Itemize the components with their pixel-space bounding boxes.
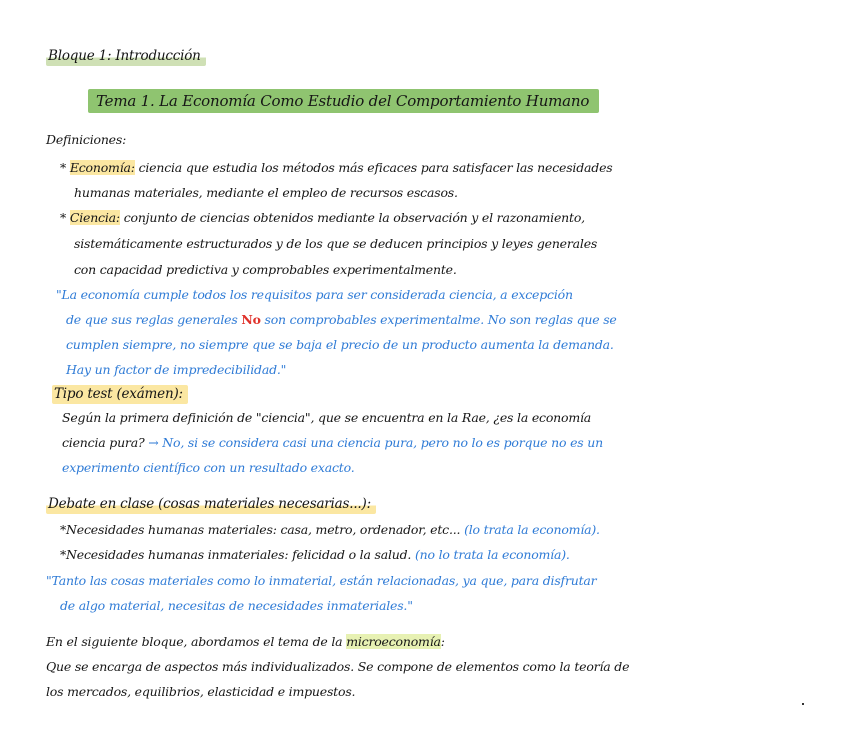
microeconomia-highlight: microeconomía [346,634,441,649]
quote1-line4: Hay un factor de impredecibilidad." [66,362,287,377]
test-heading-text: Tipo test (exámen): [52,385,188,404]
topic-title [88,92,599,110]
term-ciencia: Ciencia: [69,210,120,225]
debate-item-inmateriales-note: (no lo trata la economía). [414,547,570,562]
debate-heading-text: Debate en clase (cosas materiales necesarias...): [46,495,376,514]
closing-line1-before: En el siguiente bloque, abordamos el tema de la [46,634,343,649]
definition-ciencia-line2: sistemáticamente estructurados y de los que se deducen principios y leyes generales [74,236,598,251]
definition-economia [60,160,613,175]
debate-item-inmateriales [60,547,570,562]
debate-item-materiales-note: (lo trata la economía). [464,522,600,537]
block-title [46,48,206,64]
quote1-line3: cumplen siempre, no siempre que se baja el precio de un producto aumenta la demanda. [66,337,614,352]
debate-heading [46,496,376,512]
debate-item-materiales [60,522,600,537]
definitions-heading: Definiciones: [46,132,127,147]
closing-line3: los mercados, equilibrios, elasticidad e impuestos. [46,684,356,699]
topic-title-text: Tema 1. La Economía Como Estudio del Comportamiento Humano [88,89,599,113]
closing-line2: Que se encarga de aspectos más individualizados. Se compone de elementos como la teoría de [46,659,630,674]
definition-ciencia [60,210,585,225]
closing-line1-after: : [440,634,445,649]
definition-ciencia-line3: con capacidad predictiva y comprobables experimentalmente. [74,262,457,277]
test-question: Según la primera definición de "ciencia", que se encuentra en la Rae, ¿es la economía [62,410,592,425]
test-line2-black: ciencia pura? [62,435,145,450]
debate-item-materiales-text: *Necesidades humanas materiales: casa, metro, ordenador, etc... [60,522,461,537]
term-economia: Economía: [69,160,135,175]
test-line3: experimento científico con un resultado exacto. [62,460,355,475]
closing-line1 [46,634,445,649]
quote1-line2-before: de que sus reglas generales [66,312,238,327]
definition-economia-line1: ciencia que estudia los métodos más eficaces para satisfacer las necesidades [138,160,613,175]
definition-ciencia-line1: conjunto de ciencias obtenidos mediante la observación y el razonamiento, [123,210,585,225]
debate-quote-line2: de algo material, necesitas de necesidades inmateriales." [60,598,413,613]
test-heading [52,386,188,402]
bullet-asterisk: * [60,160,70,175]
bullet-asterisk: * [60,210,70,225]
quote1-line2-after: son comprobables experimentalme. No son reglas que se [264,312,617,327]
test-line2 [62,435,603,450]
debate-quote-line1: "Tanto las cosas materiales como lo inmaterial, están relacionadas, ya que, para disfrutar [46,573,597,588]
block-title-text: Bloque 1: Introducción [46,47,206,66]
test-answer: → No, si se considera casi una ciencia pura, pero no lo es porque no es un [148,435,603,450]
definition-economia-line2: humanas materiales, mediante el empleo de recursos escasos. [74,185,458,200]
debate-item-inmateriales-text: *Necesidades humanas inmateriales: felicidad o la salud. [60,547,412,562]
stray-dot [802,703,804,705]
quote1-line1: "La economía cumple todos los requisitos para ser considerada ciencia, a excepción [56,287,573,302]
quote1-no-emphasis: No [241,312,261,327]
quote1-line2 [66,312,617,327]
